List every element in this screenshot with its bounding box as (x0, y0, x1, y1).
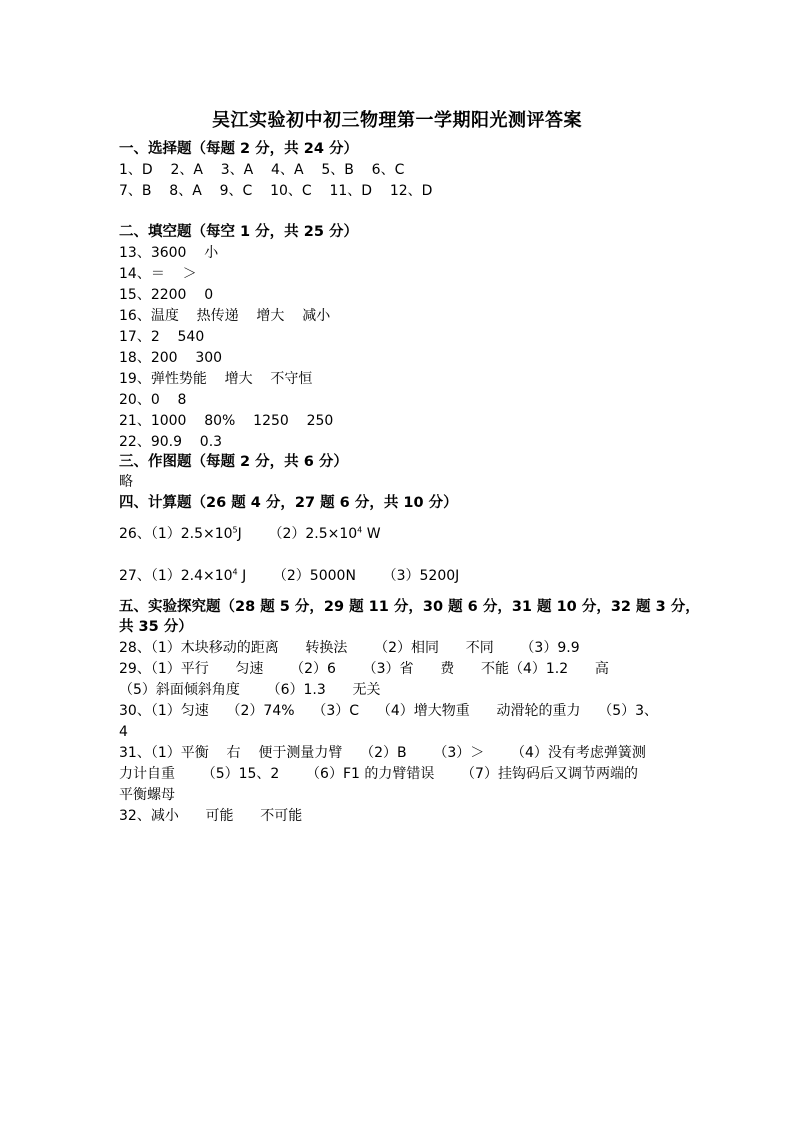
section-fill-heading: 二、填空题（每空 1 分，共 25 分） (119, 224, 358, 240)
document-title: 吴江实验初中初三物理第一学期阳光测评答案 (212, 110, 582, 131)
fill-answer-22: 22、90.9 0.3 (119, 434, 223, 450)
section-choice-heading: 一、选择题（每题 2 分，共 24 分） (119, 141, 358, 157)
section-experiment-heading-cont: 共 35 分） (119, 619, 193, 635)
experiment-answer-32: 32、减小 可能 不可能 (119, 808, 303, 824)
experiment-answer-28: 28、（1）木块移动的距离 转换法 （2）相同 不同 （3）9.9 (119, 640, 580, 656)
fill-answer-20: 20、0 8 (119, 392, 187, 408)
experiment-answer-31-cont: 力计自重 （5）15、2 （6）F1 的力臂错误 （7）挂钩码后又调节两端的 (119, 766, 638, 782)
section-experiment-heading: 五、实验探究题（28 题 5 分，29 题 11 分，30 题 6 分，31 题 10 分，32 题 3 分， (119, 599, 700, 615)
choice-answers-row-2: 7、B 8、A 9、C 10、C 11、D 12、D (119, 183, 433, 199)
fill-answer-21: 21、1000 80% 1250 250 (119, 413, 334, 429)
experiment-answer-31: 31、（1）平衡 右 便于测量力臂 （2）B （3）＞ （4）没有考虑弹簧测 (119, 745, 646, 761)
experiment-answer-30: 30、（1）匀速 （2）74% （3）C （4）增大物重 动滑轮的重力 （5）3、 (119, 703, 659, 719)
section-drawing-heading: 三、作图题（每题 2 分，共 6 分） (119, 454, 348, 470)
experiment-answer-29-cont: （5）斜面倾斜角度 （6）1.3 无关 (119, 682, 381, 698)
fill-answer-16: 16、温度 热传递 增大 减小 (119, 308, 331, 324)
fill-answer-14: 14、＝ ＞ (119, 266, 197, 282)
experiment-answer-31-cont2: 平衡螺母 (119, 787, 175, 803)
exponent: 5 (232, 525, 238, 535)
experiment-answer-29: 29、（1）平行 匀速 （2）6 （3）省 费 不能（4）1.2 高 (119, 661, 609, 677)
fill-answer-17: 17、2 540 (119, 329, 205, 345)
choice-answers-row-1: 1、D 2、A 3、A 4、A 5、B 6、C (119, 162, 405, 178)
drawing-answer: 略 (119, 474, 133, 490)
experiment-answer-30-cont: 4 (119, 724, 128, 740)
calc-answer-26: 26、$(1)2.5\times 10^5J$ $(2)2.5\times 10^4$ W (119, 525, 381, 542)
exponent: 4 (232, 567, 238, 577)
fill-answer-15: 15、2200 0 (119, 287, 214, 303)
fill-answer-13: 13、3600 小 (119, 245, 219, 261)
fill-answer-19: 19、弹性势能 增大 不守恒 (119, 371, 313, 387)
calc-answer-27: 27、$(1)2.4\times 10^4$ J （2）5000N （3）5200J (119, 567, 460, 584)
section-calc-heading: 四、计算题（26 题 4 分，27 题 6 分，共 10 分） (119, 495, 458, 511)
exponent: 4 (357, 525, 363, 535)
fill-answer-18: 18、200 300 (119, 350, 223, 366)
